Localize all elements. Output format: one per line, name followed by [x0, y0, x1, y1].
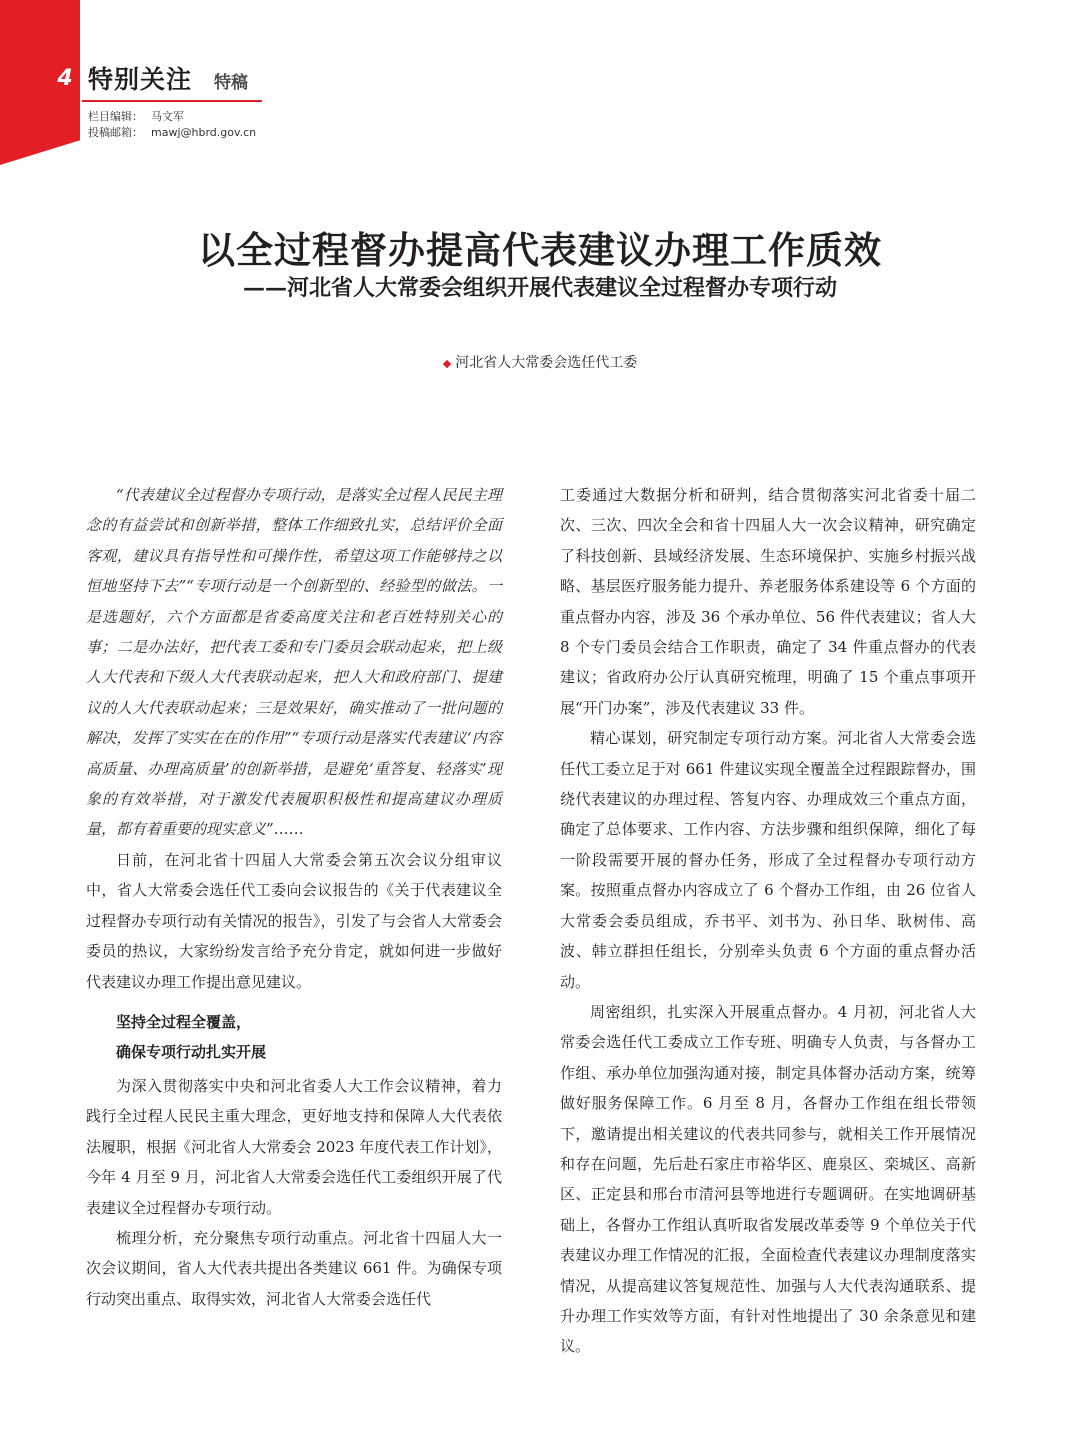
- email-line: [88, 124, 256, 140]
- editor-name: 马文军: [151, 110, 184, 123]
- section-heading: [86, 1007, 502, 1067]
- paragraph: 日前，在河北省十四届人大常委会第五次会议分组审议中，省人大常委会选任代工委向会议报告的《关于代表建议全过程督办专项行动有关情况的报告》，引发了与会省人大常委会委员的热议，大家纷纷发言给予充分肯定，就如何进一步做好代表建议办理工作提出意见建议。: [86, 850, 502, 991]
- editor-label: 栏目编辑：: [88, 110, 143, 123]
- page-number: 4: [57, 66, 73, 91]
- diamond-icon: ◆: [442, 357, 452, 370]
- paragraph: 为深入贯彻落实中央和河北省委人大工作会议精神，着力践行全过程人民民主重大理念，更好地支持和保障人大代表依法履职，根据《河北省人大常委会 2023 年度代表工作计划》，今年 4 月至 9 月，河北省人大常委会选任代工委组织开展了代表建议全过程督办专项行动。: [86, 1076, 502, 1217]
- opening-quote: “代表建议全过程督办专项行动，是落实全过程人民民主理念的有益尝试和创新举措，整体工作细致扎实，总结评价全面客观，建议具有指导性和可操作性，希望这项工作能够持之以恒地坚持下去”“专项行动是一个创新型的、经验型的做法。一是选题好，六个方面都是省委高度关注和老百姓特别关心的事；二是办法好，把代表工委和专门委员会联动起来，把上级人大代表和下级人大代表联动起来，把人大和政府部门、提建议的人大代表联动起来；三是效果好，确实推动了一批问题的解决，发挥了实实在在的作用”“专项行动是落实代表建议‘内容高质量、办理高质量’的创新举措，是避免‘重答复、轻落实’现象的有效举措，对于激发代表履职积极性和提高建议办理质量，都有着重要的现实意义”……: [86, 486, 502, 839]
- article-subtitle: ——河北省人大常委会组织开展代表建议全过程督办专项行动: [242, 275, 837, 301]
- paragraph-continued: 工委通过大数据分析和研判，结合贯彻落实河北省委十届二次、三次、四次全会和省十四届人大一次会议精神，研究确定了科技创新、县域经济发展、生态环境保护、实施乡村振兴战略、基层医疗服务能力提升、养老服务体系建设等 6 个方面的重点督办内容，涉及 36 个承办单位、56 件代表建议；省人大 8 个专门委员会结合工作职责，确定了 34 件重点督办的代表建议；省政府办公厅认真研究梳理，明确了 15 个重点事项开展“开门办案”，涉及代表建议 33 件。: [560, 486, 976, 717]
- byline-text: 河北省人大常委会选任代工委: [455, 355, 638, 371]
- section-subtitle: 特稿: [214, 73, 248, 93]
- paragraph: 精心谋划，研究制定专项行动方案。河北省人大常委会选任代工委立足于对 661 件建议实现全覆盖全过程跟踪督办，围绕代表建议的办理过程、答复内容、办理成效三个重点方面，确定了总体要求、工作内容、方法步骤和组织保障，细化了每一阶段需要开展的督办任务，形成了全过程督办专项行动方案。按照重点督办内容成立了 6 个督办工作组，由 26 位省人大常委会委员组成，乔书平、刘书为、孙日华、耿树伟、高波、韩立群担任组长，分别牵头负责 6 个方面的重点督办活动。: [560, 729, 976, 991]
- section-title: 特别关注: [88, 65, 193, 94]
- section-heading-line1: 坚持全过程全覆盖，: [116, 1012, 252, 1031]
- email-label: 投稿邮箱：: [88, 126, 143, 139]
- section-heading-line2: 确保专项行动扎实开展: [116, 1042, 267, 1061]
- right-column: [560, 480, 976, 1362]
- paragraph: 梳理分析，充分聚焦专项行动重点。河北省十四届人大一次会议期间，省人大代表共提出各类建议 661 件。为确保专项行动突出重点、取得实效，河北省人大常委会选任代: [86, 1228, 502, 1308]
- email-address: mawj@hbrd.gov.cn: [151, 126, 257, 139]
- header-divider: [82, 100, 262, 102]
- editor-line: [88, 108, 184, 124]
- left-column: [86, 480, 502, 1314]
- article-title: 以全过程督办提高代表建议办理工作质效: [198, 229, 882, 272]
- byline: [0, 352, 1080, 372]
- paragraph: 周密组织，扎实深入开展重点督办。4 月初，河北省人大常委会选任代工委成立工作专班、明确专人负责，与各督办工作组、承办单位加强沟通对接，制定具体督办活动方案，统筹做好服务保障工作。6 月至 8 月，各督办工作组在组长带领下，邀请提出相关建议的代表共同参与，就相关工作开展情况和存在问题，先后赴石家庄市裕华区、鹿泉区、栾城区、高新区、正定县和邢台市清河县等地进行专题调研。在实地调研基础上，各督办工作组认真听取省发展改革委等 9 个单位关于代表建议办理工作情况的汇报，全面检查代表建议办理制度落实情况，从提高建议答复规范性、加强与人大代表沟通联系、提升办理工作实效等方面，有针对性地提出了 30 余条意见和建议。: [560, 1002, 976, 1356]
